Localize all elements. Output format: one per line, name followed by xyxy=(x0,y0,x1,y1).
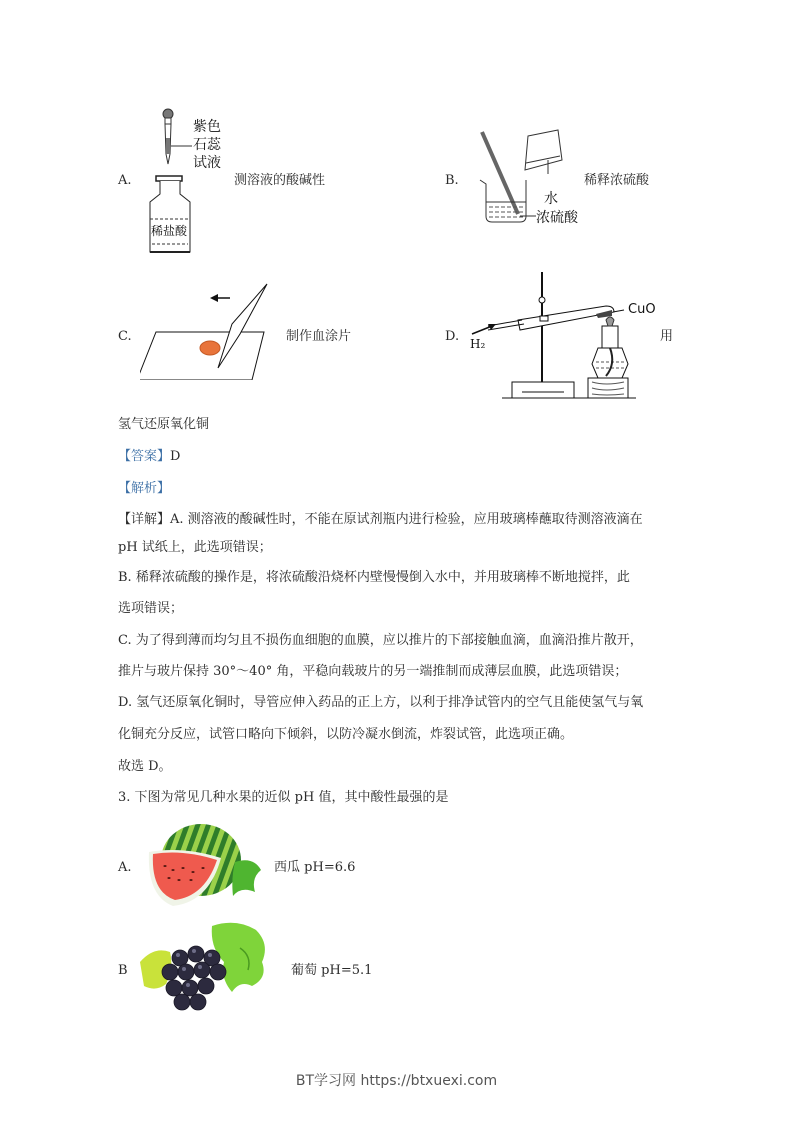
detail-line-5: C. 为了得到薄而均匀且不损伤血细胞的血膜，应以推片的下部接触血滴，血滴沿推片散开， xyxy=(118,633,643,648)
option-b-caption: 稀释浓硫酸 xyxy=(584,173,650,188)
option-a-letter: A. xyxy=(118,173,132,188)
option-d-caption-continued: 氢气还原氧化铜 xyxy=(118,417,210,432)
gas-label: H₂ xyxy=(470,337,486,351)
detail-label: 【详解】 xyxy=(118,512,171,527)
option-c-caption: 制作血涂片 xyxy=(286,329,352,344)
q3-option-a-text xyxy=(274,859,355,877)
cuo-label: CuO xyxy=(628,302,656,317)
answer-value: D xyxy=(170,449,181,464)
option-c-letter: C. xyxy=(118,329,132,344)
detail-line-1 xyxy=(118,511,678,529)
dropper-label-line-1: 紫色 xyxy=(193,119,221,135)
option-d-letter: D. xyxy=(445,329,460,344)
option-c-figure-blood-smear xyxy=(140,280,280,380)
water-label: 水 xyxy=(544,191,558,207)
detail-text-a: A. 测溶液的酸碱性时，不能在原试剂瓶内进行检验，应用玻璃棒蘸取待测溶液滴在 xyxy=(170,512,643,527)
fruit-name-watermelon: 西瓜 xyxy=(274,860,301,875)
grapes-image xyxy=(140,918,280,1018)
answer-label: 【答案】 xyxy=(118,449,171,464)
detail-line-7: D. 氢气还原氧化铜时，导管应伸入药品的正上方，以利于排净试管内的空气且能使氢气与氧 xyxy=(118,695,644,710)
option-d-figure-hydrogen-reduction xyxy=(466,268,636,403)
question-3-stem: 3. 下图为常见几种水果的近似 pH 值，其中酸性最强的是 xyxy=(118,790,449,805)
option-a-caption: 测溶液的酸碱性 xyxy=(234,173,326,188)
ph-value-grape: pH=5.1 xyxy=(321,963,373,978)
q3-option-a-letter: A. xyxy=(118,860,132,875)
dropper-label xyxy=(193,118,221,172)
detail-line-4: 选项错误； xyxy=(118,601,184,616)
fruit-name-grape: 葡萄 xyxy=(291,963,318,978)
q3-option-b-letter: B xyxy=(118,963,128,978)
analysis-label: 【解析】 xyxy=(118,481,171,496)
option-b-letter: B. xyxy=(445,173,459,188)
footer-watermark: BT学习网 https://btxuexi.com xyxy=(295,1073,498,1089)
bottle-label: 稀盐酸 xyxy=(151,224,188,238)
dropper-label-line-2: 石蕊 xyxy=(193,137,221,153)
detail-line-9: 故选 D。 xyxy=(118,759,172,774)
q3-option-b-text xyxy=(291,962,372,980)
detail-line-8: 化铜充分反应，试管口略向下倾斜，以防冷凝水倒流，炸裂试管，此选项正确。 xyxy=(118,727,574,742)
watermelon-image xyxy=(143,822,273,910)
option-d-caption-end: 用 xyxy=(660,329,674,344)
answer-row xyxy=(118,448,180,466)
ph-value-watermelon: pH=6.6 xyxy=(304,860,356,875)
detail-line-3: B. 稀释浓硫酸的操作是，将浓硫酸沿烧杯内壁慢慢倒入水中，并用玻璃棒不断地搅拌，此 xyxy=(118,570,630,585)
detail-line-2: pH 试纸上，此选项错误； xyxy=(118,540,272,555)
acid-label: 浓硫酸 xyxy=(536,210,578,226)
detail-line-6: 推片与玻片保持 30°～40° 角，平稳向载玻片的另一端推制而成薄层血膜，此选项错误； xyxy=(118,664,628,679)
dropper-label-line-3: 试液 xyxy=(193,155,221,171)
